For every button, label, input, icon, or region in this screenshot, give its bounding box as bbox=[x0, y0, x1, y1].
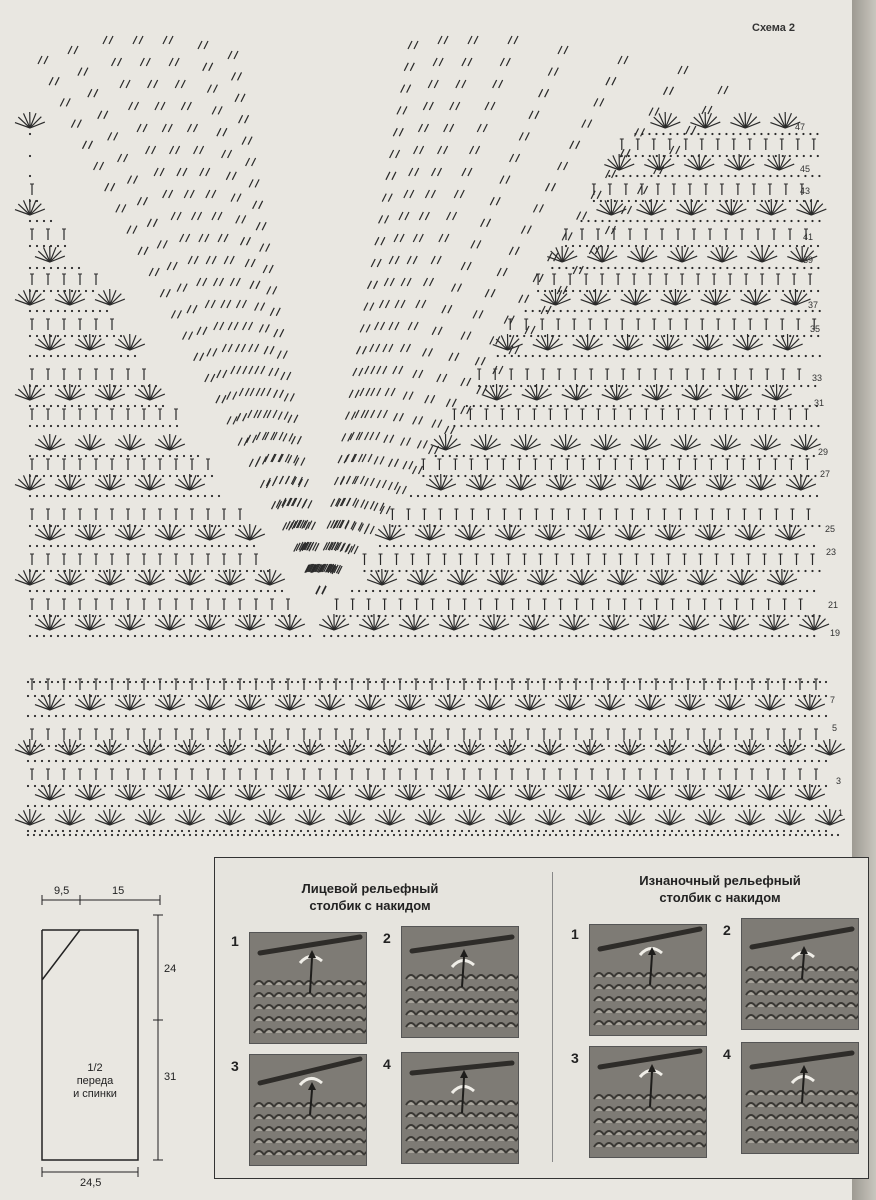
row-number-45: 45 bbox=[800, 164, 811, 174]
dim-lower-height: 31 bbox=[164, 1071, 177, 1083]
front-post-title-line2: столбик с накидом bbox=[309, 898, 431, 913]
dim-neck-width: 9,5 bbox=[54, 885, 70, 897]
dim-shoulder-width: 15 bbox=[112, 885, 125, 897]
row-number-21: 21 bbox=[828, 600, 839, 610]
stitch-photo-drawing bbox=[590, 1047, 706, 1157]
left-step-4-number: 4 bbox=[383, 1056, 391, 1072]
back-post-title-line1: Изнаночный рельефный bbox=[639, 873, 801, 888]
stitch-photo-drawing bbox=[742, 1043, 858, 1153]
left-step-3-photo bbox=[249, 1054, 367, 1166]
row-number-5: 5 bbox=[832, 723, 838, 733]
left-step-1-photo bbox=[249, 932, 367, 1044]
left-step-3-number: 3 bbox=[231, 1058, 239, 1074]
stitch-photo-drawing bbox=[590, 925, 706, 1035]
right-step-4-photo bbox=[741, 1042, 859, 1154]
row-number-35: 35 bbox=[810, 324, 821, 334]
left-step-2-photo bbox=[401, 926, 519, 1038]
stitch-photo-drawing bbox=[402, 927, 518, 1037]
stitch-photo-drawing bbox=[742, 919, 858, 1029]
front-post-title-line1: Лицевой рельефный bbox=[301, 881, 439, 896]
right-step-4-number: 4 bbox=[723, 1046, 731, 1062]
left-step-4-photo bbox=[401, 1052, 519, 1164]
stitch-photo-drawing bbox=[250, 1055, 366, 1165]
garment-schematic bbox=[20, 875, 210, 1195]
left-step-1-number: 1 bbox=[231, 933, 239, 949]
right-step-2-photo bbox=[741, 918, 859, 1030]
chart-symbols bbox=[15, 36, 845, 836]
panel-divider bbox=[552, 872, 553, 1162]
row-number-7: 7 bbox=[830, 695, 836, 705]
stitch-photo-drawing bbox=[402, 1053, 518, 1163]
row-number-31: 31 bbox=[814, 398, 825, 408]
dim-bottom-width: 24,5 bbox=[80, 1177, 102, 1189]
technique-panel bbox=[214, 857, 869, 1179]
schematic-outline bbox=[20, 875, 210, 1195]
row-number-3: 3 bbox=[836, 776, 842, 786]
row-number-47: 47 bbox=[795, 122, 806, 132]
right-step-1-photo bbox=[589, 924, 707, 1036]
right-step-1-number: 1 bbox=[571, 926, 579, 942]
back-post-title bbox=[595, 872, 845, 906]
piece-label: 1/2 переда и спинки bbox=[73, 1062, 117, 1100]
left-step-2-number: 2 bbox=[383, 930, 391, 946]
row-number-1: 1 bbox=[838, 808, 844, 818]
row-number-41: 41 bbox=[803, 232, 814, 242]
stitch-photo-drawing bbox=[250, 933, 366, 1043]
row-number-23: 23 bbox=[826, 547, 837, 557]
scheme-label: Схема 2 bbox=[752, 22, 796, 34]
row-number-19: 19 bbox=[830, 628, 841, 638]
row-number-27: 27 bbox=[820, 469, 831, 479]
dim-upper-height: 24 bbox=[164, 963, 177, 975]
row-number-25: 25 bbox=[825, 524, 836, 534]
row-number-43: 43 bbox=[800, 186, 811, 196]
back-post-title-line2: столбик с накидом bbox=[659, 890, 781, 905]
row-number-33: 33 bbox=[812, 373, 823, 383]
row-number-37: 37 bbox=[808, 300, 819, 310]
row-number-29: 29 bbox=[818, 447, 829, 457]
right-step-3-photo bbox=[589, 1046, 707, 1158]
row-number-39: 39 bbox=[803, 255, 814, 265]
front-post-title bbox=[245, 880, 495, 914]
right-step-3-number: 3 bbox=[571, 1050, 579, 1066]
right-step-2-number: 2 bbox=[723, 922, 731, 938]
